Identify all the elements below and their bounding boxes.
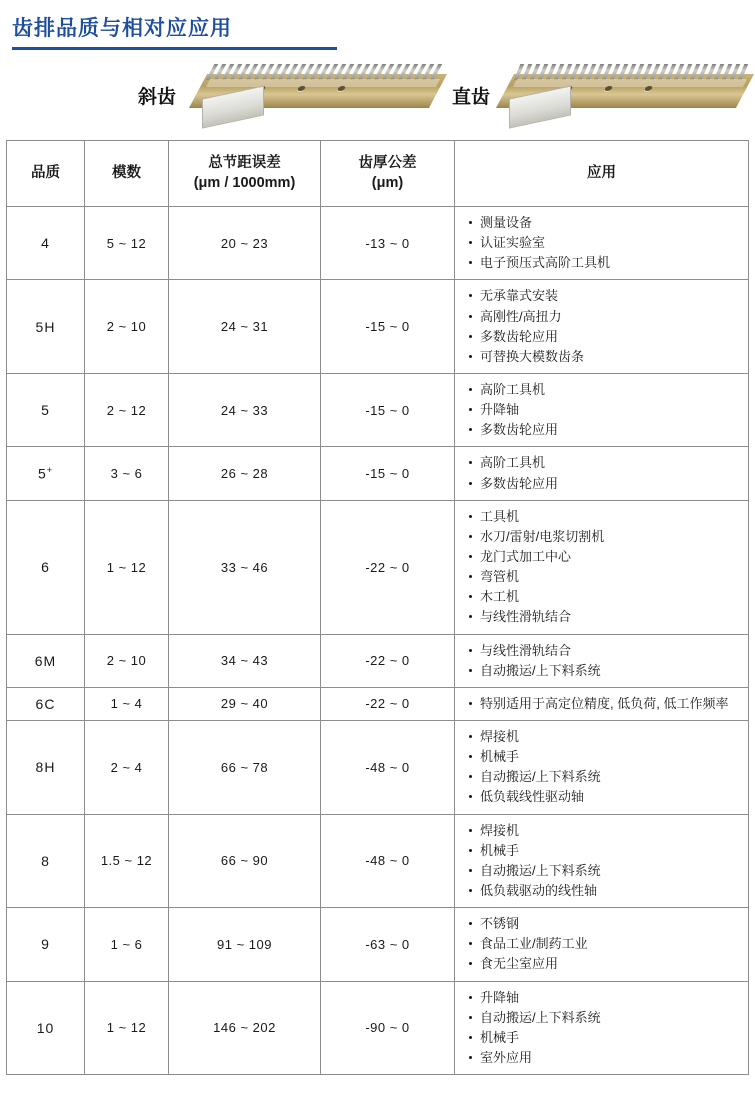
table-row (7, 908, 749, 981)
cell-module: 1.5 ~ 12 (85, 814, 169, 908)
application-item: 高刚性/高扭力 (467, 307, 742, 327)
table-row (7, 280, 749, 374)
application-item: 龙门式加工中心 (467, 547, 742, 567)
cell-module: 3 ~ 6 (85, 447, 169, 500)
application-list (467, 914, 742, 974)
table-row (7, 634, 749, 687)
table-row (7, 720, 749, 814)
cell-applications (455, 634, 749, 687)
cell-quality: 5H (7, 280, 85, 374)
application-item: 木工机 (467, 587, 742, 607)
cell-pitch-error: 34 ~ 43 (169, 634, 321, 687)
application-item: 机械手 (467, 747, 742, 767)
cell-applications (455, 981, 749, 1075)
table-header-row (7, 141, 749, 207)
application-item: 低负载线性驱动轴 (467, 787, 742, 807)
cell-applications (455, 814, 749, 908)
application-list (467, 453, 742, 493)
application-item: 高阶工具机 (467, 380, 742, 400)
title-underline (12, 47, 337, 50)
cell-pitch-error: 66 ~ 90 (169, 814, 321, 908)
rack-teeth (206, 64, 447, 80)
quality-superscript: + (46, 465, 54, 476)
spur-rack-image (505, 62, 745, 124)
cell-quality: 4 (7, 207, 85, 280)
application-item: 焊接机 (467, 821, 742, 841)
application-item: 特别适用于高定位精度, 低负荷, 低工作频率 (467, 694, 742, 714)
rack-teeth (514, 64, 752, 80)
application-list (467, 507, 742, 628)
cell-module: 1 ~ 4 (85, 687, 169, 720)
cell-quality: 10 (7, 981, 85, 1075)
cell-tooth-tolerance: -15 ~ 0 (321, 373, 455, 446)
cell-tooth-tolerance: -15 ~ 0 (321, 447, 455, 500)
application-item: 与线性滑轨结合 (467, 641, 742, 661)
table-row (7, 687, 749, 720)
table-row (7, 447, 749, 500)
rack-highlight (206, 79, 440, 87)
application-item: 与线性滑轨结合 (467, 607, 742, 627)
cell-quality: 8 (7, 814, 85, 908)
table-row (7, 814, 749, 908)
cell-tooth-tolerance: -22 ~ 0 (321, 634, 455, 687)
application-item: 升降轴 (467, 400, 742, 420)
cell-module: 2 ~ 12 (85, 373, 169, 446)
application-item: 工具机 (467, 507, 742, 527)
application-item: 室外应用 (467, 1048, 742, 1068)
spur-rack-label: 直齿 (452, 87, 491, 108)
cell-module: 1 ~ 12 (85, 981, 169, 1075)
cell-pitch-error: 29 ~ 40 (169, 687, 321, 720)
cell-module: 2 ~ 10 (85, 634, 169, 687)
table-row (7, 500, 749, 634)
application-item: 机械手 (467, 841, 742, 861)
col-header-applications: 应用 (455, 141, 749, 207)
cell-module: 2 ~ 4 (85, 720, 169, 814)
application-list (467, 213, 742, 273)
cell-pitch-error: 33 ~ 46 (169, 500, 321, 634)
cell-quality: 6 (7, 500, 85, 634)
cell-quality: 6M (7, 634, 85, 687)
cell-pitch-error: 24 ~ 33 (169, 373, 321, 446)
application-item: 多数齿轮应用 (467, 327, 742, 347)
application-item: 弯管机 (467, 567, 742, 587)
cell-tooth-tolerance: -13 ~ 0 (321, 207, 455, 280)
cell-quality: 9 (7, 908, 85, 981)
cell-applications (455, 373, 749, 446)
page-title: 齿排品质与相对应应用 (12, 17, 232, 40)
table-row (7, 207, 749, 280)
rack-highlight (513, 79, 747, 87)
application-item: 高阶工具机 (467, 453, 742, 473)
cell-applications (455, 447, 749, 500)
application-list (467, 821, 742, 902)
cell-applications (455, 687, 749, 720)
helical-rack-label: 斜齿 (138, 87, 177, 108)
application-item: 多数齿轮应用 (467, 474, 742, 494)
helical-rack-image (198, 62, 438, 124)
application-item: 升降轴 (467, 988, 742, 1008)
application-item: 水刀/雷射/电浆切割机 (467, 527, 742, 547)
cell-tooth-tolerance: -48 ~ 0 (321, 814, 455, 908)
application-item: 低负载驱动的线性轴 (467, 881, 742, 901)
application-item: 不锈钢 (467, 914, 742, 934)
application-item: 多数齿轮应用 (467, 420, 742, 440)
cell-tooth-tolerance: -48 ~ 0 (321, 720, 455, 814)
cell-tooth-tolerance: -90 ~ 0 (321, 981, 455, 1075)
application-list (467, 694, 742, 714)
cell-tooth-tolerance: -22 ~ 0 (321, 687, 455, 720)
cell-applications (455, 720, 749, 814)
cell-module: 2 ~ 10 (85, 280, 169, 374)
col-header-pitch-error: 总节距误差 (μm / 1000mm) (169, 141, 321, 207)
cell-quality: 6C (7, 687, 85, 720)
application-list (467, 286, 742, 367)
col-header-module: 模数 (85, 141, 169, 207)
application-list (467, 988, 742, 1069)
application-item: 机械手 (467, 1028, 742, 1048)
application-item: 自动搬运/上下料系统 (467, 1008, 742, 1028)
table-row (7, 981, 749, 1075)
application-item: 自动搬运/上下料系统 (467, 767, 742, 787)
table-body (7, 207, 749, 1075)
application-item: 食品工业/制药工业 (467, 934, 742, 954)
col-header-tooth-tolerance: 齿厚公差 (μm) (321, 141, 455, 207)
application-item: 电子预压式高阶工具机 (467, 253, 742, 273)
application-item: 自动搬运/上下料系统 (467, 861, 742, 881)
cell-pitch-error: 91 ~ 109 (169, 908, 321, 981)
cell-pitch-error: 20 ~ 23 (169, 207, 321, 280)
application-item: 认证实验室 (467, 233, 742, 253)
cell-pitch-error: 66 ~ 78 (169, 720, 321, 814)
application-list (467, 380, 742, 440)
rack-quality-table (6, 140, 749, 1075)
cell-pitch-error: 24 ~ 31 (169, 280, 321, 374)
cell-applications (455, 280, 749, 374)
col-header-quality: 品质 (7, 141, 85, 207)
cell-module: 5 ~ 12 (85, 207, 169, 280)
application-item: 食无尘室应用 (467, 954, 742, 974)
cell-quality: 8H (7, 720, 85, 814)
cell-pitch-error: 26 ~ 28 (169, 447, 321, 500)
cell-tooth-tolerance: -22 ~ 0 (321, 500, 455, 634)
cell-module: 1 ~ 12 (85, 500, 169, 634)
application-item: 无承靠式安装 (467, 286, 742, 306)
cell-applications (455, 207, 749, 280)
application-list (467, 727, 742, 808)
application-item: 测量设备 (467, 213, 742, 233)
cell-quality: 5+ (7, 447, 85, 500)
cell-pitch-error: 146 ~ 202 (169, 981, 321, 1075)
cell-tooth-tolerance: -15 ~ 0 (321, 280, 455, 374)
rack-tooth (738, 64, 748, 80)
rack-illustrations (0, 56, 755, 134)
application-item: 焊接机 (467, 727, 742, 747)
cell-applications (455, 908, 749, 981)
cell-tooth-tolerance: -63 ~ 0 (321, 908, 455, 981)
cell-quality: 5 (7, 373, 85, 446)
table-header (7, 141, 749, 207)
table-row (7, 373, 749, 446)
cell-applications (455, 500, 749, 634)
cell-module: 1 ~ 6 (85, 908, 169, 981)
application-list (467, 641, 742, 681)
application-item: 自动搬运/上下料系统 (467, 661, 742, 681)
application-item: 可替换大模数齿条 (467, 347, 742, 367)
